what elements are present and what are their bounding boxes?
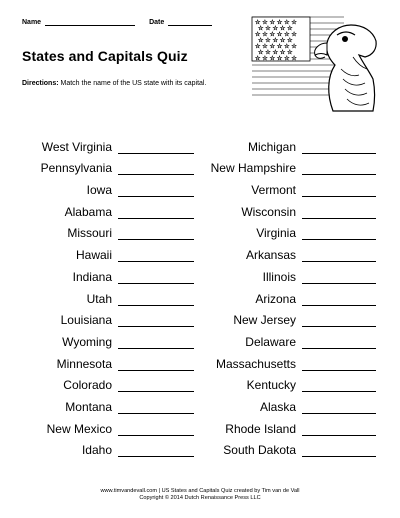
name-field[interactable] [45,18,135,26]
capital-name: Michigan [247,139,296,154]
state-name: West Virginia [41,139,112,154]
state-name: Idaho [81,443,112,458]
answer-blank[interactable] [118,206,194,219]
capital-row [200,392,380,414]
capital-name: Kentucky [246,378,296,393]
capital-name: Rhode Island [225,421,296,436]
answer-blank[interactable] [118,227,194,240]
date-field[interactable] [168,18,212,26]
capital-name: Massachusetts [215,356,296,371]
answer-blank[interactable] [302,314,376,327]
state-row [0,154,195,176]
capital-row [200,240,380,262]
state-row [0,175,195,197]
svg-text:☆ ☆ ☆ ☆ ☆ ☆: ☆ ☆ ☆ ☆ ☆ ☆ [255,19,297,26]
state-name: Hawaii [75,248,112,263]
answer-blank[interactable] [302,358,376,371]
state-name: Minnesota [56,356,112,371]
footer-copyright: Copyright © 2014 Dutch Renaissance Press LLC [139,495,261,501]
capital-name: Alaska [259,399,296,414]
answer-blank[interactable] [118,423,194,436]
answer-blank[interactable] [118,336,194,349]
capital-name: Virginia [256,226,296,241]
capitals-column [200,132,380,457]
state-row [0,371,195,393]
state-row [0,392,195,414]
capital-name: Delaware [245,334,296,349]
capital-name: Arkansas [245,248,296,263]
answer-blank[interactable] [302,271,376,284]
capital-row [200,262,380,284]
answer-blank[interactable] [302,162,376,175]
state-row [0,132,195,154]
answer-blank[interactable] [118,249,194,262]
name-date-fields [22,18,212,26]
answer-blank[interactable] [118,358,194,371]
state-row [0,414,195,436]
capital-row [200,197,380,219]
answer-blank[interactable] [302,227,376,240]
state-row [0,219,195,241]
answer-blank[interactable] [118,162,194,175]
state-name: Iowa [86,183,112,198]
page-title: States and Capitals Quiz [22,48,188,64]
answer-blank[interactable] [302,336,376,349]
svg-text:☆ ☆ ☆ ☆ ☆: ☆ ☆ ☆ ☆ ☆ [258,49,293,56]
capital-row [200,219,380,241]
answer-blank[interactable] [302,249,376,262]
state-name: Colorado [63,378,112,393]
capital-name: New Jersey [233,313,296,328]
answer-blank[interactable] [118,401,194,414]
directions-label: Directions: [22,80,59,87]
state-row [0,262,195,284]
state-name: Montana [65,399,112,414]
state-name: Alabama [64,204,112,219]
date-label: Date [149,19,165,26]
flag-eagle-illustration [249,13,379,113]
answer-blank[interactable] [302,206,376,219]
state-name: Louisiana [60,313,112,328]
state-name: Utah [86,291,112,306]
capital-name: Vermont [251,183,296,198]
state-name: Indiana [72,269,112,284]
capital-row [200,284,380,306]
answer-blank[interactable] [118,141,194,154]
state-name: Pennsylvania [40,161,112,176]
directions-text: Match the name of the US state with its capital. [60,80,207,87]
answer-blank[interactable] [118,184,194,197]
directions [22,80,206,87]
answer-blank[interactable] [302,444,376,457]
answer-blank[interactable] [302,379,376,392]
answer-blank[interactable] [302,423,376,436]
capital-row [200,154,380,176]
state-row [0,436,195,458]
state-row [0,327,195,349]
eagle-icon [315,25,377,111]
capital-row [200,349,380,371]
answer-blank[interactable] [118,314,194,327]
answer-blank[interactable] [118,379,194,392]
state-row [0,197,195,219]
capital-row [200,306,380,328]
capital-name: Wisconsin [241,204,296,219]
svg-text:☆ ☆ ☆ ☆ ☆: ☆ ☆ ☆ ☆ ☆ [258,37,293,44]
capital-row [200,327,380,349]
capital-row [200,132,380,154]
capital-name: Illinois [262,269,296,284]
svg-text:☆ ☆ ☆ ☆ ☆ ☆: ☆ ☆ ☆ ☆ ☆ ☆ [255,43,297,50]
state-row [0,349,195,371]
state-row [0,306,195,328]
capital-name: South Dakota [223,443,296,458]
capital-row [200,414,380,436]
answer-blank[interactable] [302,401,376,414]
state-name: Wyoming [62,334,112,349]
state-name: Missouri [67,226,112,241]
capital-row [200,436,380,458]
capital-row [200,371,380,393]
svg-text:☆ ☆ ☆ ☆ ☆: ☆ ☆ ☆ ☆ ☆ [258,25,293,32]
capital-name: Arizona [255,291,296,306]
answer-blank[interactable] [302,293,376,306]
answer-blank[interactable] [302,184,376,197]
answer-blank[interactable] [302,141,376,154]
state-row [0,240,195,262]
answer-blank[interactable] [118,271,194,284]
svg-text:☆ ☆ ☆ ☆ ☆ ☆: ☆ ☆ ☆ ☆ ☆ ☆ [255,31,297,38]
footer-credit: www.timvandevall.com | US States and Capitals Quiz created by Tim van de Vall [100,488,300,494]
state-row [0,284,195,306]
name-label: Name [22,19,42,26]
svg-text:☆ ☆ ☆ ☆ ☆ ☆: ☆ ☆ ☆ ☆ ☆ ☆ [255,55,297,62]
capital-row [200,175,380,197]
state-name: New Mexico [46,421,112,436]
capital-name: New Hampshire [210,161,296,176]
answer-blank[interactable] [118,444,194,457]
states-column [0,132,195,457]
answer-blank[interactable] [118,293,194,306]
